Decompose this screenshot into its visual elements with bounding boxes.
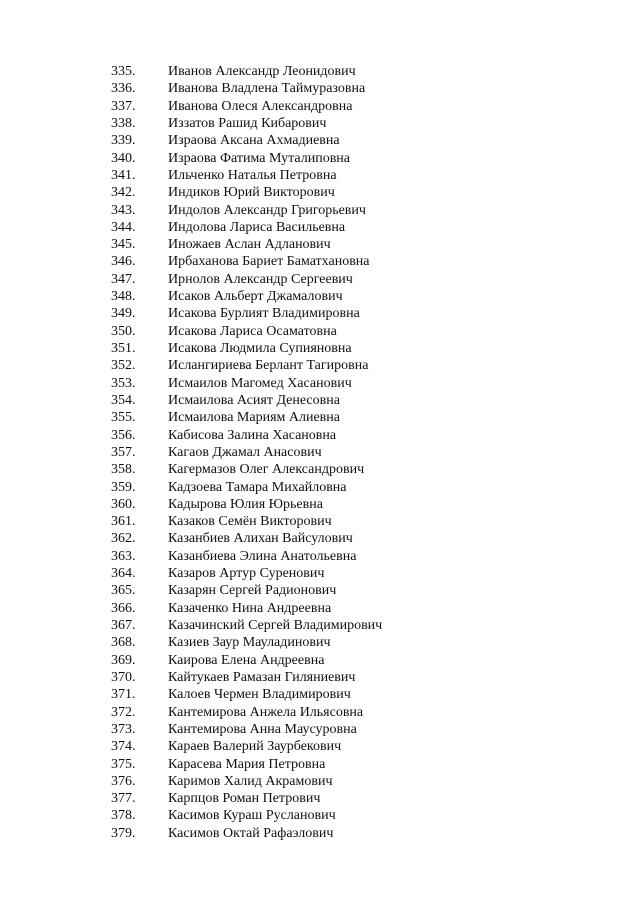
list-item	[0, 288, 640, 305]
list-item	[0, 236, 640, 253]
list-item-number: 366.	[111, 600, 136, 616]
list-item	[0, 305, 640, 322]
list-item-number: 353.	[111, 375, 136, 391]
list-item-name: Казаченко Нина Андреевна	[168, 600, 332, 616]
list-item-number: 345.	[111, 237, 136, 253]
list-item-number: 340.	[111, 150, 136, 166]
list-item-name: Казачинский Сергей Владимирович	[168, 618, 383, 633]
list-item	[0, 790, 640, 807]
list-item-number: 358.	[111, 462, 136, 478]
list-item	[0, 513, 640, 530]
list-item-name: Кагермазов Олег Александрович	[168, 462, 365, 478]
list-item	[0, 807, 640, 824]
list-item	[0, 600, 640, 617]
list-item	[0, 582, 640, 599]
list-item-name: Иванов Александр Леонидович	[168, 64, 356, 79]
list-item-name: Казаков Семён Викторович	[168, 514, 332, 530]
list-item-number: 361.	[111, 514, 136, 530]
list-item-name: Каирова Елена Андреевна	[168, 652, 325, 668]
list-item	[0, 773, 640, 790]
list-item	[0, 617, 640, 634]
list-item	[0, 686, 640, 703]
list-item-name: Исмаилова Асият Денесовна	[168, 392, 340, 408]
list-item	[0, 375, 640, 392]
list-item	[0, 496, 640, 513]
list-item-number: 339.	[111, 133, 136, 149]
list-item-number: 372.	[111, 704, 136, 720]
list-item-number: 369.	[111, 652, 136, 668]
list-item	[0, 479, 640, 496]
list-item-number: 336.	[111, 81, 136, 97]
list-item-name: Ильченко Наталья Петровна	[168, 167, 337, 183]
list-item-name: Индиков Юрий Викторович	[168, 185, 335, 201]
list-item-number: 354.	[111, 392, 136, 408]
list-item-number: 370.	[111, 669, 136, 685]
list-item-name: Кагаов Джамал Анасович	[168, 444, 322, 460]
list-item-name: Кабисова Залина Хасановна	[168, 427, 337, 443]
list-item-name: Казанбиев Алихан Вайсулович	[168, 531, 353, 547]
list-item	[0, 132, 640, 149]
list-item	[0, 167, 640, 184]
list-item-name: Кантемирова Анна Маусуровна	[168, 721, 357, 737]
list-item-name: Калоев Чермен Владимирович	[168, 687, 351, 703]
list-item-number: 374.	[111, 739, 136, 755]
list-item-name: Кайтукаев Рамазан Гиляниевич	[168, 669, 356, 685]
list-item-number: 357.	[111, 444, 136, 460]
list-item-name: Казаров Артур Суренович	[168, 566, 325, 582]
list-item-number: 377.	[111, 791, 136, 807]
list-item	[0, 409, 640, 426]
list-item-number: 363.	[111, 548, 136, 564]
list-item	[0, 98, 640, 115]
list-item-number: 346.	[111, 254, 136, 270]
list-item-number: 359.	[111, 479, 136, 495]
list-item	[0, 340, 640, 357]
list-item-number: 352.	[111, 358, 136, 374]
list-item	[0, 253, 640, 270]
list-item	[0, 115, 640, 132]
list-item	[0, 427, 640, 444]
list-item-name: Кантемирова Анжела Ильясовна	[168, 704, 364, 720]
list-item	[0, 825, 640, 842]
list-item-number: 373.	[111, 721, 136, 737]
list-item-name: Казанбиева Элина Анатольевна	[168, 548, 357, 564]
list-item-number: 349.	[111, 306, 136, 322]
list-item	[0, 323, 640, 340]
name-list	[0, 63, 640, 842]
list-item-name: Казарян Сергей Радионович	[168, 583, 337, 599]
list-item-name: Иззатов Рашид Кибарович	[168, 115, 327, 131]
list-item	[0, 202, 640, 219]
list-item-number: 342.	[111, 185, 136, 201]
list-item-name: Карасева Мария Петровна	[168, 756, 326, 772]
list-item	[0, 150, 640, 167]
list-item	[0, 721, 640, 738]
list-item-number: 338.	[111, 115, 136, 131]
list-item-number: 351.	[111, 341, 136, 356]
list-item-number: 335.	[111, 64, 136, 79]
list-item-number: 343.	[111, 202, 136, 218]
list-item	[0, 530, 640, 547]
list-item-name: Иванова Олеся Александровна	[168, 98, 353, 114]
list-item-number: 350.	[111, 323, 136, 339]
list-item	[0, 219, 640, 236]
list-item-number: 375.	[111, 756, 136, 772]
list-item-number: 367.	[111, 618, 136, 633]
list-item-name: Карпцов Роман Петрович	[168, 791, 321, 807]
list-item	[0, 184, 640, 201]
list-item-number: 341.	[111, 167, 136, 183]
list-item	[0, 669, 640, 686]
list-item-number: 376.	[111, 773, 136, 789]
list-item-name: Касимов Октай Рафаэлович	[168, 825, 334, 841]
list-item	[0, 704, 640, 721]
list-item	[0, 652, 640, 669]
list-item-number: 344.	[111, 219, 136, 235]
list-item	[0, 444, 640, 461]
list-item-name: Исмаилова Мариям Алиевна	[168, 410, 340, 426]
list-item-name: Индолов Александр Григорьевич	[168, 202, 366, 218]
list-item	[0, 634, 640, 651]
list-item-name: Ирнолов Александр Сергеевич	[168, 271, 353, 287]
list-item	[0, 392, 640, 409]
list-item-name: Кадырова Юлия Юрьевна	[168, 496, 323, 512]
list-item-name: Казиев Заур Мауладинович	[168, 635, 331, 651]
list-item-number: 379.	[111, 825, 136, 841]
list-item-name: Исакова Людмила Супияновна	[168, 341, 352, 356]
list-item-number: 371.	[111, 687, 136, 703]
list-item-number: 356.	[111, 427, 136, 443]
list-item-name: Индолова Лариса Васильевна	[168, 219, 346, 235]
list-item	[0, 738, 640, 755]
list-item-number: 362.	[111, 531, 136, 547]
list-item	[0, 565, 640, 582]
list-item-name: Израова Аксана Ахмадиевна	[168, 133, 340, 149]
list-item-number: 365.	[111, 583, 136, 599]
list-item	[0, 357, 640, 374]
list-item-number: 364.	[111, 566, 136, 582]
list-item-name: Касимов Кураш Русланович	[168, 808, 336, 824]
list-item-number: 368.	[111, 635, 136, 651]
list-item-name: Ислангириева Берлант Тагировна	[168, 358, 369, 374]
list-item	[0, 756, 640, 773]
list-item-name: Израова Фатима Муталиповна	[168, 150, 351, 166]
list-item-number: 337.	[111, 98, 136, 114]
list-item-name: Караев Валерий Заурбекович	[168, 739, 342, 755]
list-item-name: Кадзоева Тамара Михайловна	[168, 479, 347, 495]
list-item-number: 378.	[111, 808, 136, 824]
list-item-name: Исакова Лариса Осаматовна	[168, 323, 337, 339]
list-item-name: Исмаилов Магомед Хасанович	[168, 375, 352, 391]
list-item-number: 347.	[111, 271, 136, 287]
list-item	[0, 80, 640, 97]
list-item	[0, 461, 640, 478]
list-item-name: Каримов Халид Акрамович	[168, 773, 333, 789]
list-item-name: Иножаев Аслан Адланович	[168, 237, 331, 253]
list-item-name: Исакова Бурлият Владимировна	[168, 306, 360, 322]
list-item-number: 348.	[111, 289, 136, 305]
list-item-name: Исаков Альберт Джамалович	[168, 289, 343, 305]
list-item-name: Иванова Владлена Таймуразовна	[168, 81, 366, 97]
list-item	[0, 548, 640, 565]
list-item-number: 360.	[111, 496, 136, 512]
list-item	[0, 271, 640, 288]
list-item-name: Ирбаханова Бариет Баматхановна	[168, 254, 370, 270]
list-item	[0, 63, 640, 80]
list-item-number: 355.	[111, 410, 136, 426]
